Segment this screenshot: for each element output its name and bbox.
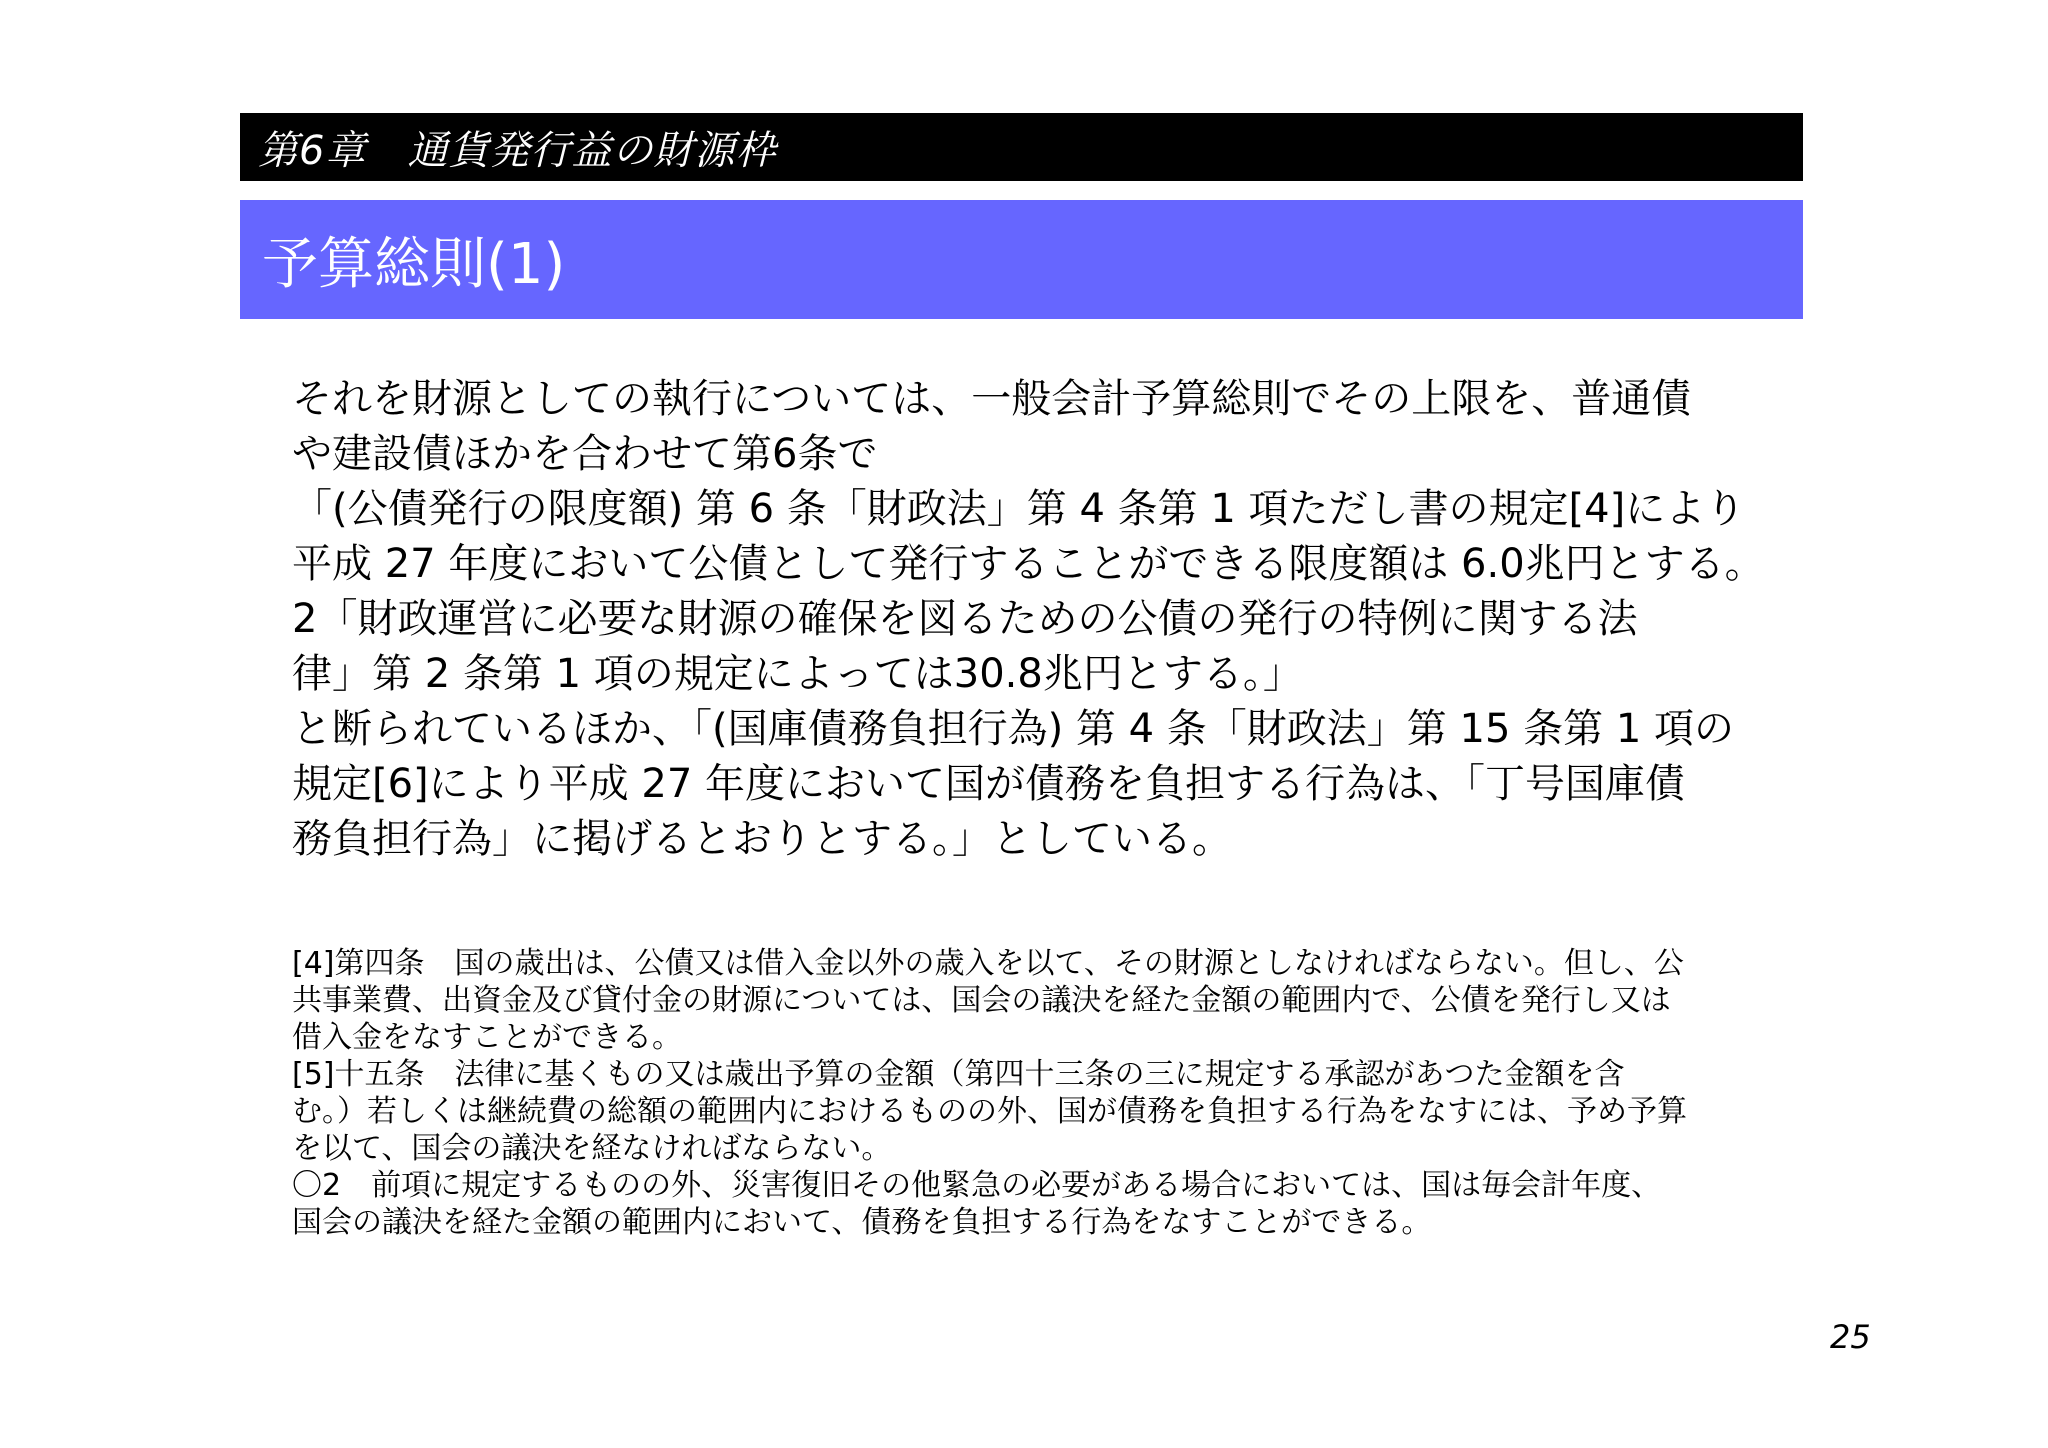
chapter-header	[240, 113, 1803, 181]
chapter-title: 第6章 通貨発行益の財源枠	[258, 127, 777, 174]
footnote-line: 借入金をなすことができる。	[292, 1020, 682, 1055]
body-line: 平成 27 年度において公債として発行することができる限度額は 6.0兆円とする。	[292, 541, 1765, 587]
slide-title-bar	[240, 200, 1803, 319]
body-line: や建設債ほかを合わせて第6条で	[292, 431, 878, 477]
main-paragraph	[292, 372, 1792, 867]
page-number: 25	[1830, 1318, 1871, 1356]
body-line: と断られているほか、「(国庫債務負担行為) 第 4 条「財政法」第 15 条第 1 項の	[292, 706, 1735, 752]
body-line: 規定[6]により平成 27 年度において国が債務を負担する行為は、「丁号国庫債	[292, 761, 1685, 807]
footnote-line: 共事業費、出資金及び貸付金の財源については、国会の議決を経た金額の範囲内で、公債を発行し又は	[292, 983, 1671, 1018]
body-line: 務負担行為」に掲げるとおりとする。」としている。	[292, 816, 1232, 862]
body-line: それを財源としての執行については、一般会計予算総則でその上限を、普通債	[292, 376, 1692, 422]
footnote-line: を以て、国会の議決を経なければならない。	[292, 1131, 892, 1166]
footnote-line: む。）若しくは継続費の総額の範囲内におけるものの外、国が債務を負担する行為をなすには、予め予算	[292, 1094, 1687, 1129]
body-line: 2「財政運営に必要な財源の確保を図るための公債の発行の特例に関する法	[292, 596, 1638, 642]
slide-title: 予算総則(1)	[262, 231, 566, 297]
footnote-line: [4]第四条 国の歳出は、公債又は借入金以外の歳入を以て、その財源としなければならない。但し、公	[292, 946, 1684, 981]
footnote-line: [5]十五条 法律に基くもの又は歳出予算の金額（第四十三条の三に規定する承認があつた金額を含	[292, 1057, 1625, 1092]
body-line: 律」第 2 条第 1 項の規定によっては30.8兆円とする。」	[292, 651, 1303, 697]
body-line: 「(公債発行の限度額) 第 6 条「財政法」第 4 条第 1 項ただし書の規定[4]により	[292, 486, 1746, 532]
footnotes	[292, 945, 1792, 1241]
footnote-line: 〇2 前項に規定するものの外、災害復旧その他緊急の必要がある場合においては、国は毎会計年度、	[292, 1168, 1662, 1203]
footnote-line: 国会の議決を経た金額の範囲内において、債務を負担する行為をなすことができる。	[292, 1205, 1432, 1240]
